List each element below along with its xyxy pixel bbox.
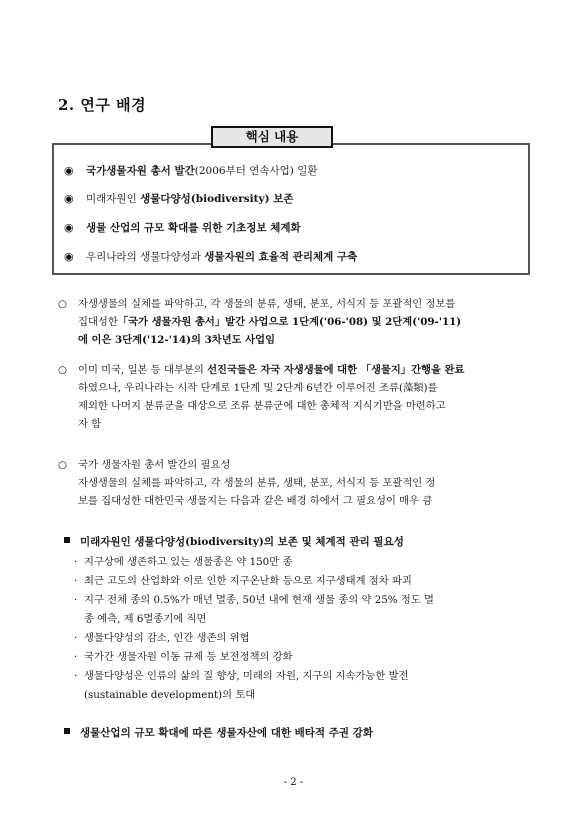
list-item: · 국가간 생물자원 이동 규제 등 보전정책의 강화 [74, 651, 293, 663]
paragraph-line: 집대성한「국가 생물자원 총서」발간 사업으로 1단계('06-'08) 및 2단계('09-'11) [78, 316, 462, 328]
circle-bullet: ○ [58, 364, 67, 376]
square-bullet-icon [64, 728, 70, 734]
key-item-text: 우리나라의 생물다양성과 [86, 251, 205, 263]
paragraph-line: 자 함 [78, 418, 102, 430]
paragraph-2 [58, 361, 536, 433]
circle-bullet-icon: ◉ [64, 221, 74, 234]
list-item: · 지구 전체 종의 0.5%가 매년 멸종, 50년 내에 현재 생물 종의 약 25% 정도 멸 [74, 594, 434, 606]
list-item-continuation: 종 예측, 제 6멸종기에 직면 [84, 613, 207, 625]
circle-bullet-icon: ◉ [64, 164, 74, 177]
paragraph-line: 자생생물의 실체를 파악하고, 각 생물의 분류, 생태, 분포, 서식지 등 포괄적인 정 [78, 477, 436, 489]
key-item [64, 221, 301, 235]
subsection-title: 생물산업의 규모 확대에 따른 생물자산에 대한 배타적 주권 강화 [64, 725, 373, 741]
paragraph-line: 에 이은 3단계('12-'14)의 3차년도 사업임 [78, 334, 276, 346]
key-item-text: 미래자원인 [86, 193, 141, 205]
key-content-title: 핵심 내용 [211, 126, 333, 148]
key-item-emphasis: 국가생물자원 총서 발간 [86, 165, 195, 177]
key-item [64, 164, 317, 178]
paragraph-line: 제외한 나머지 분류군을 대상으로 조류 분류군에 대한 총체적 지식기반을 마련하고 [78, 400, 446, 412]
paragraph-3 [58, 456, 536, 510]
paragraph-line: 이미 미국, 일본 등 대부분의 선진국들은 자국 자생생물에 대한 「생물지」간행을 완료 [78, 364, 465, 376]
key-item-emphasis: 생물자원의 효율적 관리체계 구축 [204, 251, 358, 263]
circle-bullet: ○ [58, 459, 67, 471]
list-item: · 지구상에 생존하고 있는 생물종은 약 150만 종 [74, 556, 293, 568]
circle-bullet-icon: ◉ [64, 250, 74, 263]
key-item-emphasis: 생물다양성(biodiversity) 보존 [140, 193, 294, 205]
page-number: - 2 - [283, 777, 304, 788]
list-item: · 생물다양성은 인류의 삶의 질 향상, 미래의 자원, 지구의 지속가능한 발전 [74, 670, 409, 682]
subsection-title: 미래자원인 생물다양성(biodiversity)의 보존 및 체계적 관리 필요성 [64, 534, 404, 550]
key-item [64, 250, 357, 264]
paragraph-1 [58, 295, 536, 349]
list-item-continuation: (sustainable development)의 토대 [84, 689, 256, 701]
circle-bullet: ○ [58, 298, 67, 310]
paragraph-line: 국가 생물자원 총서 발간의 필요성 [78, 459, 231, 471]
list-item: · 생물다양성의 감소, 인간 생존의 위협 [74, 632, 250, 644]
key-item-text: (2006부터 연속사업) 일환 [194, 165, 318, 177]
section-heading: 2. 연구 배경 [58, 96, 147, 114]
square-bullet-icon [64, 537, 70, 543]
circle-bullet-icon: ◉ [64, 192, 74, 205]
key-item-emphasis: 생물 산업의 규모 확대를 위한 기초정보 체계화 [86, 222, 301, 234]
paragraph-line: 보를 집대성한 대한민국 생물지는 다음과 같은 배경 하에서 그 필요성이 매우 큼 [78, 495, 433, 507]
list-item: · 최근 고도의 산업화와 이로 인한 지구온난화 등으로 지구생태계 점차 파괴 [74, 575, 412, 587]
paragraph-line: 하였으나, 우리나라는 시작 단계로 1단계 및 2단계 6년간 이루어진 조류(藻類)를 [78, 382, 438, 394]
paragraph-line: 자생생물의 실체를 파악하고, 각 생물의 분류, 생태, 분포, 서식지 등 포괄적인 정보를 [78, 298, 456, 310]
key-item [64, 192, 293, 206]
